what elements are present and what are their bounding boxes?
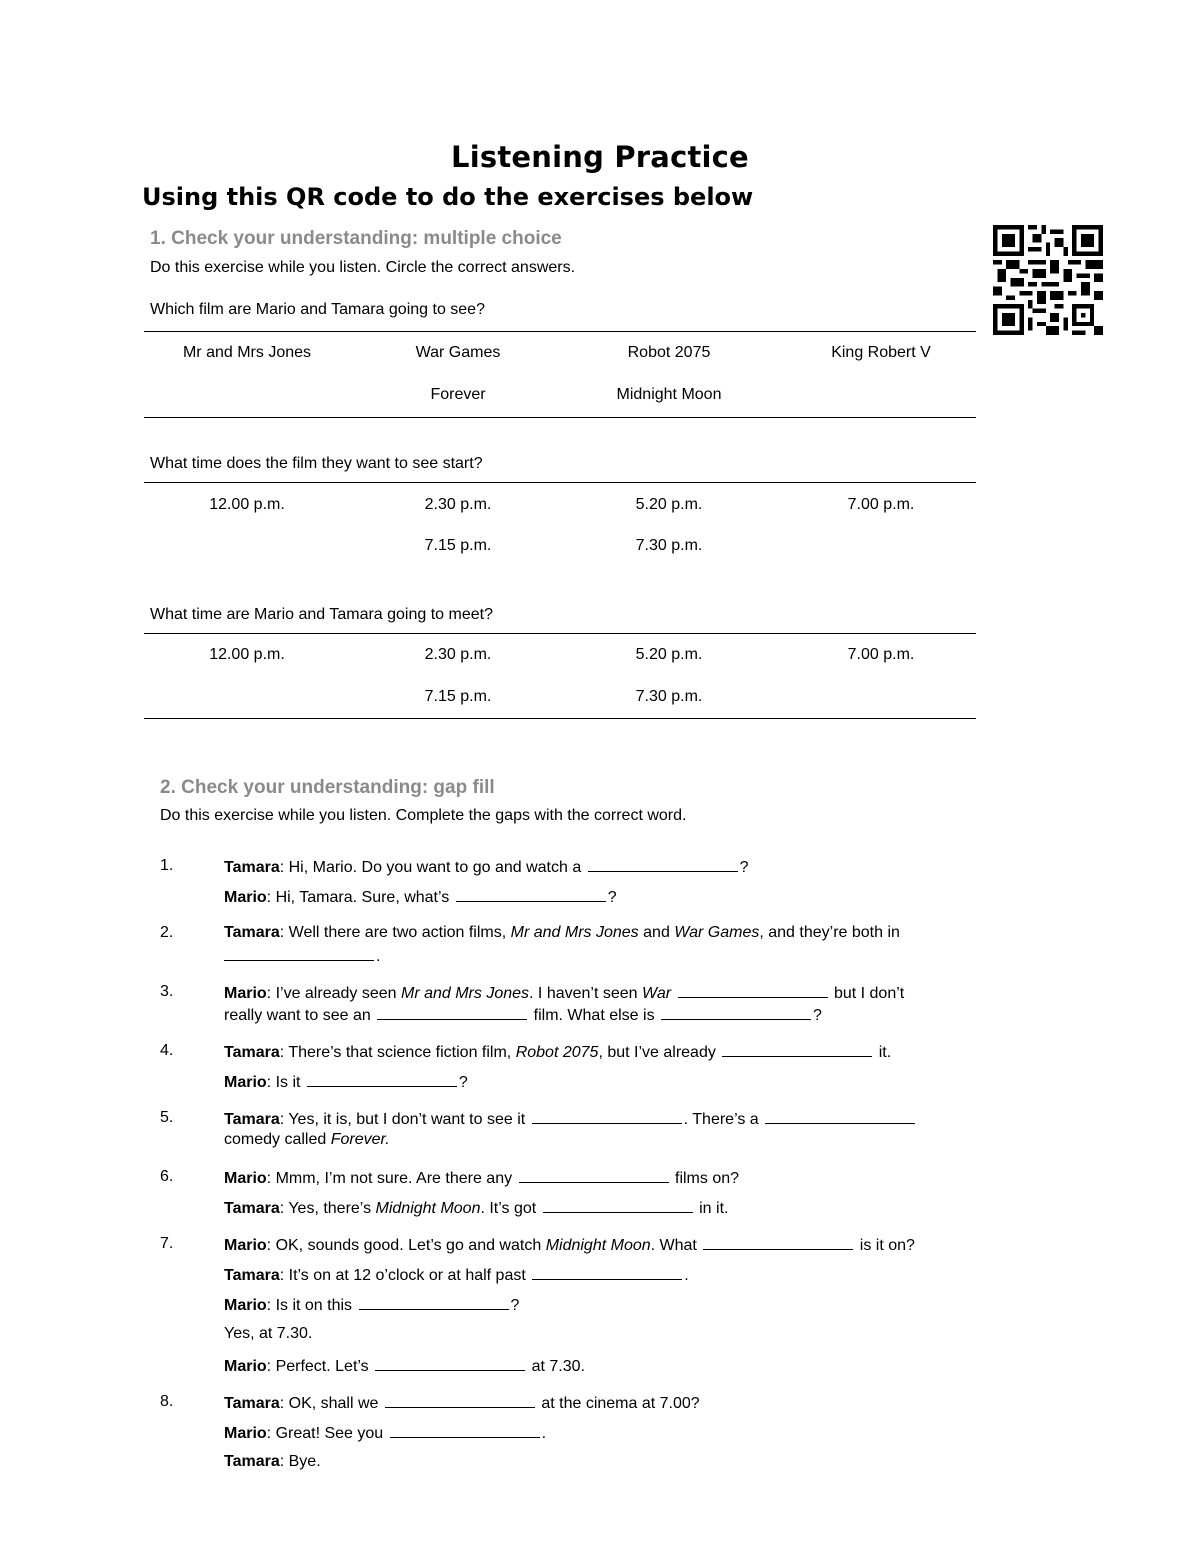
dialogue-line: Mario: I’ve already seen Mr and Mrs Jones. I haven’t seen War but I don’t	[224, 985, 905, 1002]
dialogue-line: Tamara: Bye.	[224, 1453, 321, 1470]
page-subtitle: Using this QR code to do the exercises below	[142, 183, 754, 211]
mc-option[interactable]: 2.30 p.m.	[424, 646, 492, 663]
gap-blank[interactable]	[703, 1235, 853, 1250]
mc-question-1: Which film are Mario and Tamara going to see?	[150, 301, 485, 318]
section1-instruction: Do this exercise while you listen. Circle the correct answers.	[150, 259, 576, 276]
speaker: Tamara	[224, 859, 280, 876]
divider	[144, 718, 976, 719]
speaker: Tamara	[224, 924, 280, 941]
gap-blank[interactable]	[661, 1005, 811, 1020]
item-number: 6.	[160, 1168, 174, 1185]
section2-heading: 2. Check your understanding: gap fill	[160, 777, 495, 798]
speaker: Mario	[224, 1237, 267, 1254]
qr-code-icon	[992, 225, 1104, 335]
speaker: Mario	[224, 1170, 267, 1187]
speaker: Mario	[224, 1297, 267, 1314]
speaker: Mario	[224, 1425, 267, 1442]
mc-option[interactable]: Midnight Moon	[616, 386, 722, 403]
speaker: Tamara	[224, 1395, 280, 1412]
gap-blank[interactable]	[543, 1198, 693, 1213]
dialogue-line: .	[224, 946, 380, 966]
dialogue-line: Mario: Is it ?	[224, 1074, 468, 1091]
mc-option[interactable]: 7.15 p.m.	[424, 537, 492, 554]
mc-question-2: What time does the film they want to see start?	[150, 455, 483, 472]
gap-blank[interactable]	[678, 983, 828, 998]
item-number: 5.	[160, 1109, 174, 1126]
section2-instruction: Do this exercise while you listen. Complete the gaps with the correct word.	[160, 807, 687, 824]
speaker: Tamara	[224, 1111, 280, 1128]
gap-blank[interactable]	[456, 887, 606, 902]
item-number: 8.	[160, 1393, 174, 1410]
gap-blank[interactable]	[224, 946, 374, 961]
speaker: Mario	[224, 985, 267, 1002]
dialogue-line: Tamara: OK, shall we at the cinema at 7.00?	[224, 1395, 700, 1412]
page-title: Listening Practice	[451, 140, 749, 174]
dialogue-line: Mario: Perfect. Let’s at 7.30.	[224, 1358, 585, 1375]
dialogue-line: really want to see an film. What else is ?	[224, 1007, 822, 1024]
dialogue-line: comedy called Forever.	[224, 1131, 390, 1148]
speaker: Tamara	[224, 1453, 280, 1470]
item-number: 3.	[160, 983, 174, 1000]
gap-blank[interactable]	[532, 1265, 682, 1280]
gap-blank[interactable]	[377, 1005, 527, 1020]
item-number: 4.	[160, 1042, 174, 1059]
gap-blank[interactable]	[390, 1423, 540, 1438]
mc-option[interactable]: 5.20 p.m.	[635, 646, 703, 663]
gap-blank[interactable]	[722, 1042, 872, 1057]
mc-option[interactable]: Forever	[430, 386, 486, 403]
gap-blank[interactable]	[385, 1393, 535, 1408]
speaker: Tamara	[224, 1200, 280, 1217]
divider	[144, 633, 976, 634]
mc-option[interactable]: 7.15 p.m.	[424, 688, 492, 705]
dialogue-line: Mario: OK, sounds good. Let’s go and watch Midnight Moon. What is it on?	[224, 1237, 915, 1254]
dialogue-line: Tamara: Hi, Mario. Do you want to go and watch a ?	[224, 859, 749, 876]
gap-blank[interactable]	[519, 1168, 669, 1183]
mc-option[interactable]: War Games	[415, 344, 501, 361]
dialogue-line: Yes, at 7.30.	[224, 1325, 313, 1342]
speaker: Mario	[224, 1074, 267, 1091]
mc-option[interactable]: Robot 2075	[627, 344, 711, 361]
item-number: 2.	[160, 924, 174, 941]
speaker: Mario	[224, 889, 267, 906]
gap-blank[interactable]	[532, 1109, 682, 1124]
mc-option[interactable]: 5.20 p.m.	[635, 496, 703, 513]
dialogue-line: Tamara: Yes, it is, but I don’t want to see it . There’s a	[224, 1109, 917, 1129]
gap-blank[interactable]	[307, 1072, 457, 1087]
speaker: Mario	[224, 1358, 267, 1375]
dialogue-line: Mario: Hi, Tamara. Sure, what’s ?	[224, 889, 617, 906]
mc-option[interactable]: 7.30 p.m.	[635, 537, 703, 554]
mc-question-3: What time are Mario and Tamara going to meet?	[150, 606, 493, 623]
dialogue-line: Tamara: There’s that science fiction film, Robot 2075, but I’ve already it.	[224, 1044, 892, 1061]
mc-option[interactable]: 7.00 p.m.	[847, 646, 915, 663]
mc-option[interactable]: Mr and Mrs Jones	[182, 344, 312, 361]
mc-option[interactable]: King Robert V	[831, 344, 931, 361]
dialogue-line: Tamara: It’s on at 12 o’clock or at half past .	[224, 1267, 689, 1284]
dialogue-line: Mario: Great! See you .	[224, 1425, 547, 1442]
divider	[144, 482, 976, 483]
mc-option[interactable]: 2.30 p.m.	[424, 496, 492, 513]
divider	[144, 417, 976, 418]
speaker: Tamara	[224, 1267, 280, 1284]
mc-option[interactable]: 7.30 p.m.	[635, 688, 703, 705]
gap-blank[interactable]	[375, 1356, 525, 1371]
mc-option[interactable]: 12.00 p.m.	[209, 496, 285, 513]
dialogue-line: Mario: Mmm, I’m not sure. Are there any films on?	[224, 1170, 740, 1187]
mc-option[interactable]: 7.00 p.m.	[847, 496, 915, 513]
dialogue-line: Tamara: Yes, there’s Midnight Moon. It’s got in it.	[224, 1200, 729, 1217]
speaker: Tamara	[224, 1044, 280, 1061]
dialogue-line: Mario: Is it on this ?	[224, 1297, 520, 1314]
mc-option[interactable]: 12.00 p.m.	[209, 646, 285, 663]
dialogue-line: Tamara: Well there are two action films, Mr and Mrs Jones and War Games, and they’re both in	[224, 924, 900, 941]
gap-blank[interactable]	[588, 857, 738, 872]
divider	[144, 331, 976, 332]
section1-heading: 1. Check your understanding: multiple choice	[150, 228, 562, 249]
item-number: 7.	[160, 1235, 174, 1252]
gap-blank[interactable]	[765, 1109, 915, 1124]
item-number: 1.	[160, 857, 174, 874]
gap-blank[interactable]	[359, 1295, 509, 1310]
